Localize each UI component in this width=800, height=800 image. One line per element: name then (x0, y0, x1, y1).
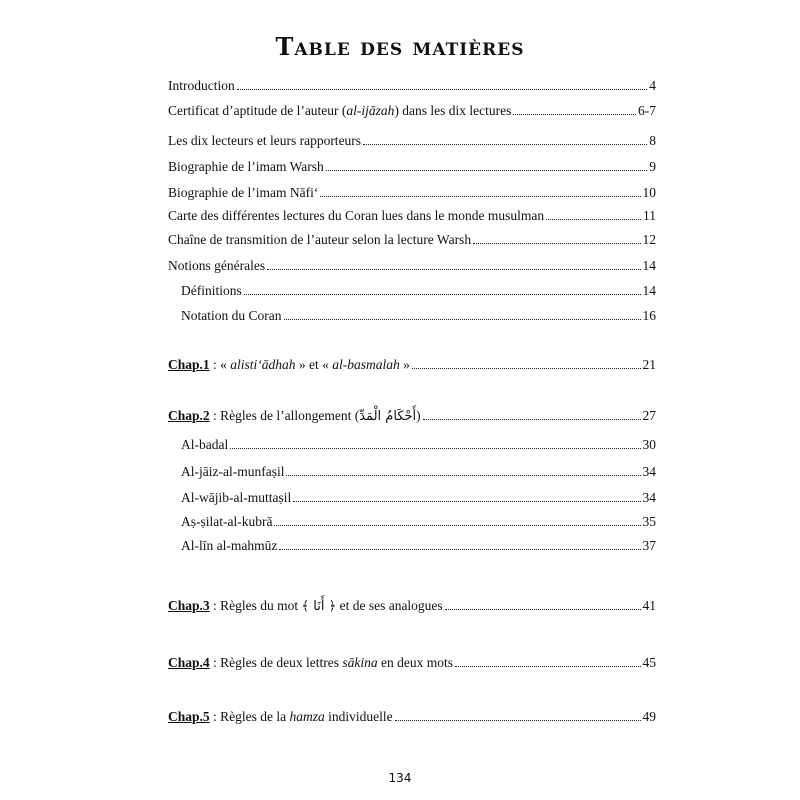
toc-entry-page: 11 (643, 208, 656, 223)
toc-entry-warsh[interactable] (168, 159, 656, 175)
dot-leader (513, 113, 636, 115)
toc-entry-definitions[interactable] (181, 283, 656, 299)
toc-chapter-2[interactable] (168, 408, 656, 424)
toc-subentry-badal[interactable] (181, 437, 656, 453)
dot-leader (274, 524, 640, 526)
chapter-number: Chap.2 (168, 408, 210, 423)
chapter-number: Chap.5 (168, 709, 210, 724)
toc-entry-label: Chap.3 : Règles du mot ﴿ أَنَا ﴾ et de ses analogues (168, 598, 443, 614)
toc-entry-page: 14 (642, 258, 656, 273)
toc-entry-page: 37 (642, 538, 656, 553)
page-title: Table des matières (275, 32, 525, 61)
toc-subentry-jaiz[interactable] (181, 464, 656, 480)
dot-leader (293, 500, 640, 502)
toc-entry-page: 12 (642, 232, 656, 247)
chapter-number: Chap.4 (168, 655, 210, 670)
dot-leader (445, 608, 641, 610)
toc-entry-page: 8 (649, 133, 656, 148)
toc-entry-page: 49 (642, 709, 656, 724)
dot-leader (412, 367, 641, 369)
toc-entry-dix-lecteurs[interactable] (168, 133, 656, 149)
toc-entry-label: Définitions (181, 283, 242, 298)
toc-entry-label: Notation du Coran (181, 308, 282, 323)
toc-chapter-4[interactable] (168, 655, 656, 671)
dot-leader (320, 195, 640, 197)
dot-leader (284, 318, 641, 320)
page-number: 134 (388, 771, 412, 785)
toc-entry-label: Al-wājib-al-muttaṣil (181, 490, 292, 505)
toc-entry-certificat[interactable] (168, 103, 656, 119)
dot-leader (230, 447, 640, 449)
toc-entry-label: Biographie de l’imam Nāfi‘ (168, 185, 319, 200)
toc-subentry-wajib[interactable] (181, 490, 656, 506)
toc-entry-label: Les dix lecteurs et leurs rapporteurs (168, 133, 362, 148)
toc-subentry-silat[interactable] (181, 514, 656, 530)
toc-entry-nafi[interactable] (168, 185, 656, 201)
toc-entry-page: 30 (642, 437, 656, 452)
toc-entry-label: Carte des différentes lectures du Coran lues dans le monde musulman (168, 208, 545, 223)
toc-subentry-lin[interactable] (181, 538, 656, 554)
toc-entry-page: 21 (642, 357, 656, 372)
toc-entry-page: 14 (642, 283, 656, 298)
toc-entry-label: Al-jāiz-al-munfaṣil (181, 464, 285, 479)
toc-entry-label: Introduction (168, 78, 235, 93)
toc-entry-label: Biographie de l’imam Warsh (168, 159, 324, 174)
dot-leader (237, 88, 648, 90)
dot-leader (546, 218, 641, 220)
dot-leader (473, 242, 640, 244)
toc-entry-page: 4 (649, 78, 656, 93)
toc-entry-label: Aṣ-ṣilat-al-kubrā (181, 514, 273, 529)
toc-entry-page: 6-7 (638, 103, 656, 118)
dot-leader (267, 268, 640, 270)
toc-entry-label: Chap.4 : Règles de deux lettres sākina en deux mots (168, 655, 453, 670)
chapter-number: Chap.1 (168, 357, 210, 372)
toc-entry-label: Certificat d’aptitude de l’auteur (al-ijāzah) dans les dix lectures (168, 103, 512, 118)
toc-entry-label: Chap.1 : « alisti‘ādhah » et « al-basmalah » (168, 357, 410, 372)
toc-entry-carte[interactable] (168, 208, 656, 224)
dot-leader (455, 665, 641, 667)
toc-chapter-5[interactable] (168, 709, 656, 725)
toc-entry-page: 10 (642, 185, 656, 200)
toc-entry-page: 45 (642, 655, 656, 670)
dot-leader (363, 143, 647, 145)
dot-leader (279, 548, 640, 550)
toc-entry-notions[interactable] (168, 258, 656, 274)
toc-entry-page: 27 (642, 408, 656, 423)
toc-entry-page: 34 (642, 490, 656, 505)
toc-entry-introduction[interactable] (168, 78, 656, 94)
dot-leader (286, 474, 640, 476)
toc-entry-page: 41 (642, 598, 656, 613)
dot-leader (395, 719, 641, 721)
toc-entry-label: Chap.5 : Règles de la hamza individuelle (168, 709, 393, 724)
dot-leader (326, 169, 647, 171)
toc-entry-label: Al-badal (181, 437, 229, 452)
toc-entry-label: Al-līn al-mahmūz (181, 538, 278, 553)
toc-entry-label: Notions générales (168, 258, 266, 273)
dot-leader (423, 418, 641, 420)
toc-entry-label: Chaîne de transmition de l’auteur selon la lecture Warsh (168, 232, 472, 247)
toc-chapter-1[interactable] (168, 357, 656, 373)
toc-entry-page: 35 (642, 514, 656, 529)
dot-leader (244, 293, 641, 295)
toc-chapter-3[interactable] (168, 598, 656, 614)
toc-entry-page: 16 (642, 308, 656, 323)
toc-entry-page: 9 (649, 159, 656, 174)
toc-entry-label: Chap.2 : Règles de l’allongement (أَحْكَامُ الْمَدِّ) (168, 408, 421, 424)
toc-entry-notation[interactable] (181, 308, 656, 324)
toc-entry-chaine[interactable] (168, 232, 656, 248)
toc-entry-page: 34 (642, 464, 656, 479)
chapter-number: Chap.3 (168, 598, 210, 613)
